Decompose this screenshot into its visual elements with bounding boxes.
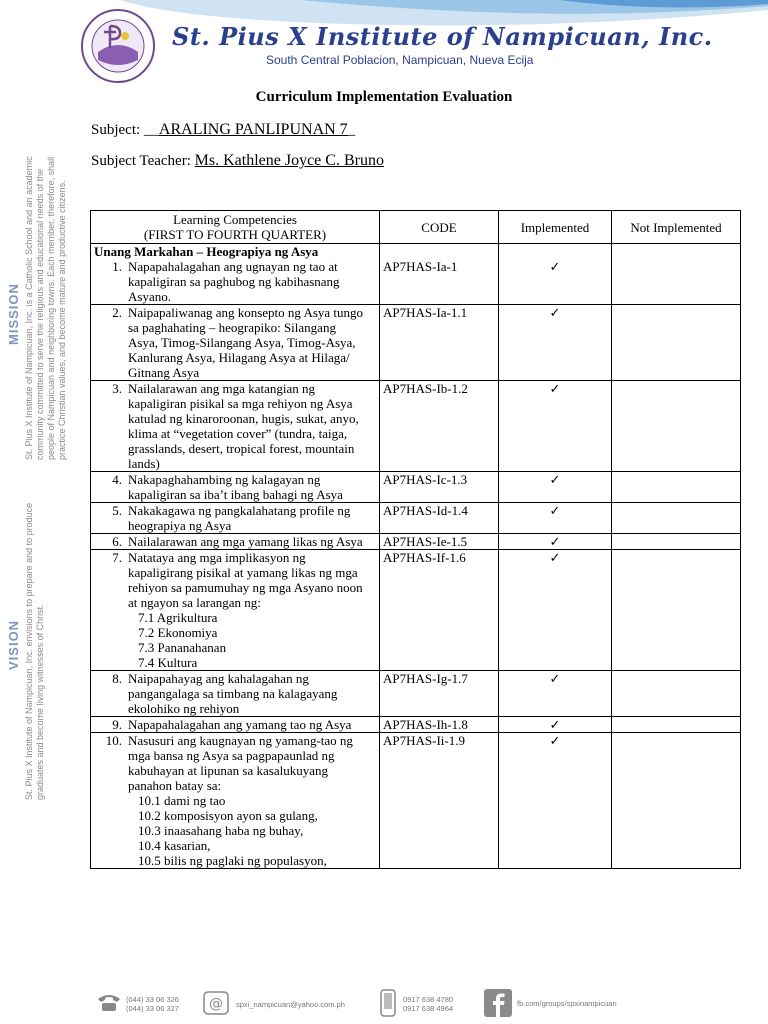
section-title: Unang Markahan – Heograpiya ng Asya [91,244,380,260]
competency-text: Naipapahayag ang kahalagahan ng pangangalaga sa timbang na kalagayang ekolohiko ng rehiyon [128,671,338,716]
school-address: South Central Poblacion, Nampicuan, Nueva Ecija [266,53,534,67]
competency-cell [91,503,380,534]
competencies-table [90,210,741,869]
header-competencies-line2: (FIRST TO FOURTH QUARTER) [143,227,327,242]
footer [0,975,768,1024]
competency-number: 9. [112,717,122,732]
table-row [91,733,741,869]
competency-text: Nasusuri ang kaugnayan ng yamang-tao ng mga bansa ng Asya sa pagpapaunlad ng kabuhayan at lipunan sa kasalukuyang panahon batay sa: [128,733,353,793]
header-competencies [91,211,380,244]
section-empty-cell [612,244,741,260]
not-implemented-cell [612,472,741,503]
table-row [91,550,741,671]
phone-2: (044) 33 06 327 [126,1004,179,1013]
competency-text: Nakapaghahambing ng kalagayan ng kapaligiran sa iba’t ibang bahagi ng Asya [128,472,343,502]
mobile-2: 0917 638 4964 [403,1004,454,1013]
vision-title: VISION [6,619,21,670]
facebook-icon [484,989,512,1017]
table-row [91,503,741,534]
header-competencies-line1: Learning Competencies [173,212,297,227]
competency-text: Naipapaliwanag ang konsepto ng Asya tungo sa paghahating – heograpiko: Silangang Asya, Timog-Silangang Asya, Timog-Asya, Kanlurang Asya, Hilagang Asya at Hilaga/ Gitnang Asya [128,305,364,380]
section-row [91,244,741,260]
not-implemented-cell [612,717,741,733]
subject-value: ARALING PANLIPUNAN 7 [158,121,348,138]
table-row [91,381,741,472]
teacher-field [91,152,384,170]
competency-number: 8. [112,671,122,686]
competency-subitem: 10.5 bilis ng paglaki ng populasyon, [138,853,327,868]
competency-text: Nakakagawa ng pangkalahatang profile ng heograpiya ng Asya [128,503,351,533]
not-implemented-cell [612,503,741,534]
competency-cell [91,259,380,305]
implemented-check: ✓ [499,671,612,717]
header-implemented: Implemented [499,211,612,244]
svg-text:@: @ [209,996,223,1012]
implemented-check: ✓ [499,534,612,550]
competency-subitem: 7.2 Ekonomiya [138,625,218,640]
facebook-link[interactable]: fb.com/groups/spxinampicuan [517,999,617,1008]
table-row [91,534,741,550]
mobile-1: 0917 638 4780 [403,995,454,1004]
competency-number: 2. [112,305,122,320]
table-row [91,472,741,503]
code-cell: AP7HAS-Ia-1 [380,259,499,305]
phone-1: (044) 33 06 326 [126,995,179,1004]
table-header-row [91,211,741,244]
code-cell: AP7HAS-Ih-1.8 [380,717,499,733]
competency-cell [91,733,380,869]
header-code: CODE [380,211,499,244]
competency-text: Napapahalagahan ang ugnayan ng tao at kapaligiran sa paghubog ng kabihasnang Asyano. [128,259,340,304]
implemented-check: ✓ [499,472,612,503]
competency-number: 6. [112,534,122,549]
not-implemented-cell [612,381,741,472]
letterhead [0,0,768,90]
table-row [91,671,741,717]
email-icon [203,991,229,1015]
competency-subitem: 10.1 dami ng tao [138,793,226,808]
competency-cell [91,534,380,550]
table-row [91,717,741,733]
not-implemented-cell [612,733,741,869]
table-row [91,305,741,381]
not-implemented-cell [612,305,741,381]
competency-cell [91,472,380,503]
subject-field [91,121,355,139]
competency-cell [91,550,380,671]
implemented-check: ✓ [499,305,612,381]
competency-number: 10. [105,733,122,748]
not-implemented-cell [612,259,741,305]
implemented-check: ✓ [499,550,612,671]
code-cell: AP7HAS-Ic-1.3 [380,472,499,503]
competency-subitem: 7.3 Pananahanan [138,640,227,655]
implemented-check: ✓ [499,733,612,869]
mission-text: St. Pius X Institute of Nampicuan, Inc. is a Catholic School and an academic community committed to serve the religious and educational needs of the people of Nampicuan and neighboring towns. Each member, therefore, shall practice Christian values, and become mature and productive citizens. [24,156,67,460]
competency-text: Natataya ang mga implikasyon ng kapaligirang pisikal at yamang likas ng mga rehiyon sa pamumuhay ng mga Asyano noon at ngayon sa larangan ng: [128,550,363,610]
competency-cell [91,305,380,381]
header-not-implemented: Not Implemented [612,211,741,244]
competency-cell [91,381,380,472]
code-cell: AP7HAS-Ia-1.1 [380,305,499,381]
code-cell: AP7HAS-Ib-1.2 [380,381,499,472]
code-cell: AP7HAS-Ig-1.7 [380,671,499,717]
table-row [91,259,741,305]
competency-cell [91,671,380,717]
competency-number: 3. [112,381,122,396]
not-implemented-cell [612,534,741,550]
competency-cell [91,717,380,733]
vision-text: St. Pius X Institute of Nampicuan, Inc. envisions to prepare and to produce graduates and become living witnesses of Christ. [24,502,45,800]
subject-tail: _ [347,122,356,138]
competency-subitem: 10.2 komposisyon ayon sa gulang, [138,808,318,823]
implemented-check: ✓ [499,717,612,733]
document-title: Curriculum Implementation Evaluation [255,89,513,105]
mobile-phone-icon [380,989,396,1017]
competency-number: 5. [112,503,122,518]
competency-text: Nailalarawan ang mga yamang likas ng Asya [128,534,363,549]
code-cell: AP7HAS-Ii-1.9 [380,733,499,869]
competency-number: 7. [112,550,122,565]
teacher-label: Subject Teacher: [91,153,195,169]
email-address: spxi_nampicuan@yahoo.com.ph [236,1000,345,1009]
implemented-check: ✓ [499,503,612,534]
code-cell: AP7HAS-Ie-1.5 [380,534,499,550]
competency-number: 1. [112,259,122,274]
competency-subitem: 10.4 kasarian, [138,838,211,853]
competency-subitem: 7.1 Agrikultura [138,610,218,625]
competency-subitem: 10.3 inaasahang haba ng buhay, [138,823,304,838]
section-empty-cell [380,244,499,260]
teacher-value: Ms. Kathlene Joyce C. Bruno [194,152,384,169]
not-implemented-cell [612,671,741,717]
implemented-check: ✓ [499,259,612,305]
side-panel [0,150,80,820]
table-body [91,244,741,869]
code-cell: AP7HAS-Id-1.4 [380,503,499,534]
not-implemented-cell [612,550,741,671]
competency-text: Napapahalagahan ang yamang tao ng Asya [128,717,352,732]
school-name: St. Pius X Institute of Nampicuan, Inc. [172,22,713,51]
phone-icon [96,993,122,1013]
mission-title: MISSION [6,283,21,345]
competency-text: Nailalarawan ang mga katangian ng kapaligiran pisikal sa mga rehiyon ng Asya katulad ng kinaroroonan, hugis, sukat, anyo, klima at “vegetation cover” (tundra, taiga, grasslands, desert, tropical forest, mountain lands) [128,381,359,471]
code-cell: AP7HAS-If-1.6 [380,550,499,671]
subject-label: Subject: __ [91,122,159,138]
section-empty-cell [499,244,612,260]
school-seal-logo [80,8,156,84]
competency-number: 4. [112,472,122,487]
competency-subitem: 7.4 Kultura [138,655,198,670]
implemented-check: ✓ [499,381,612,472]
